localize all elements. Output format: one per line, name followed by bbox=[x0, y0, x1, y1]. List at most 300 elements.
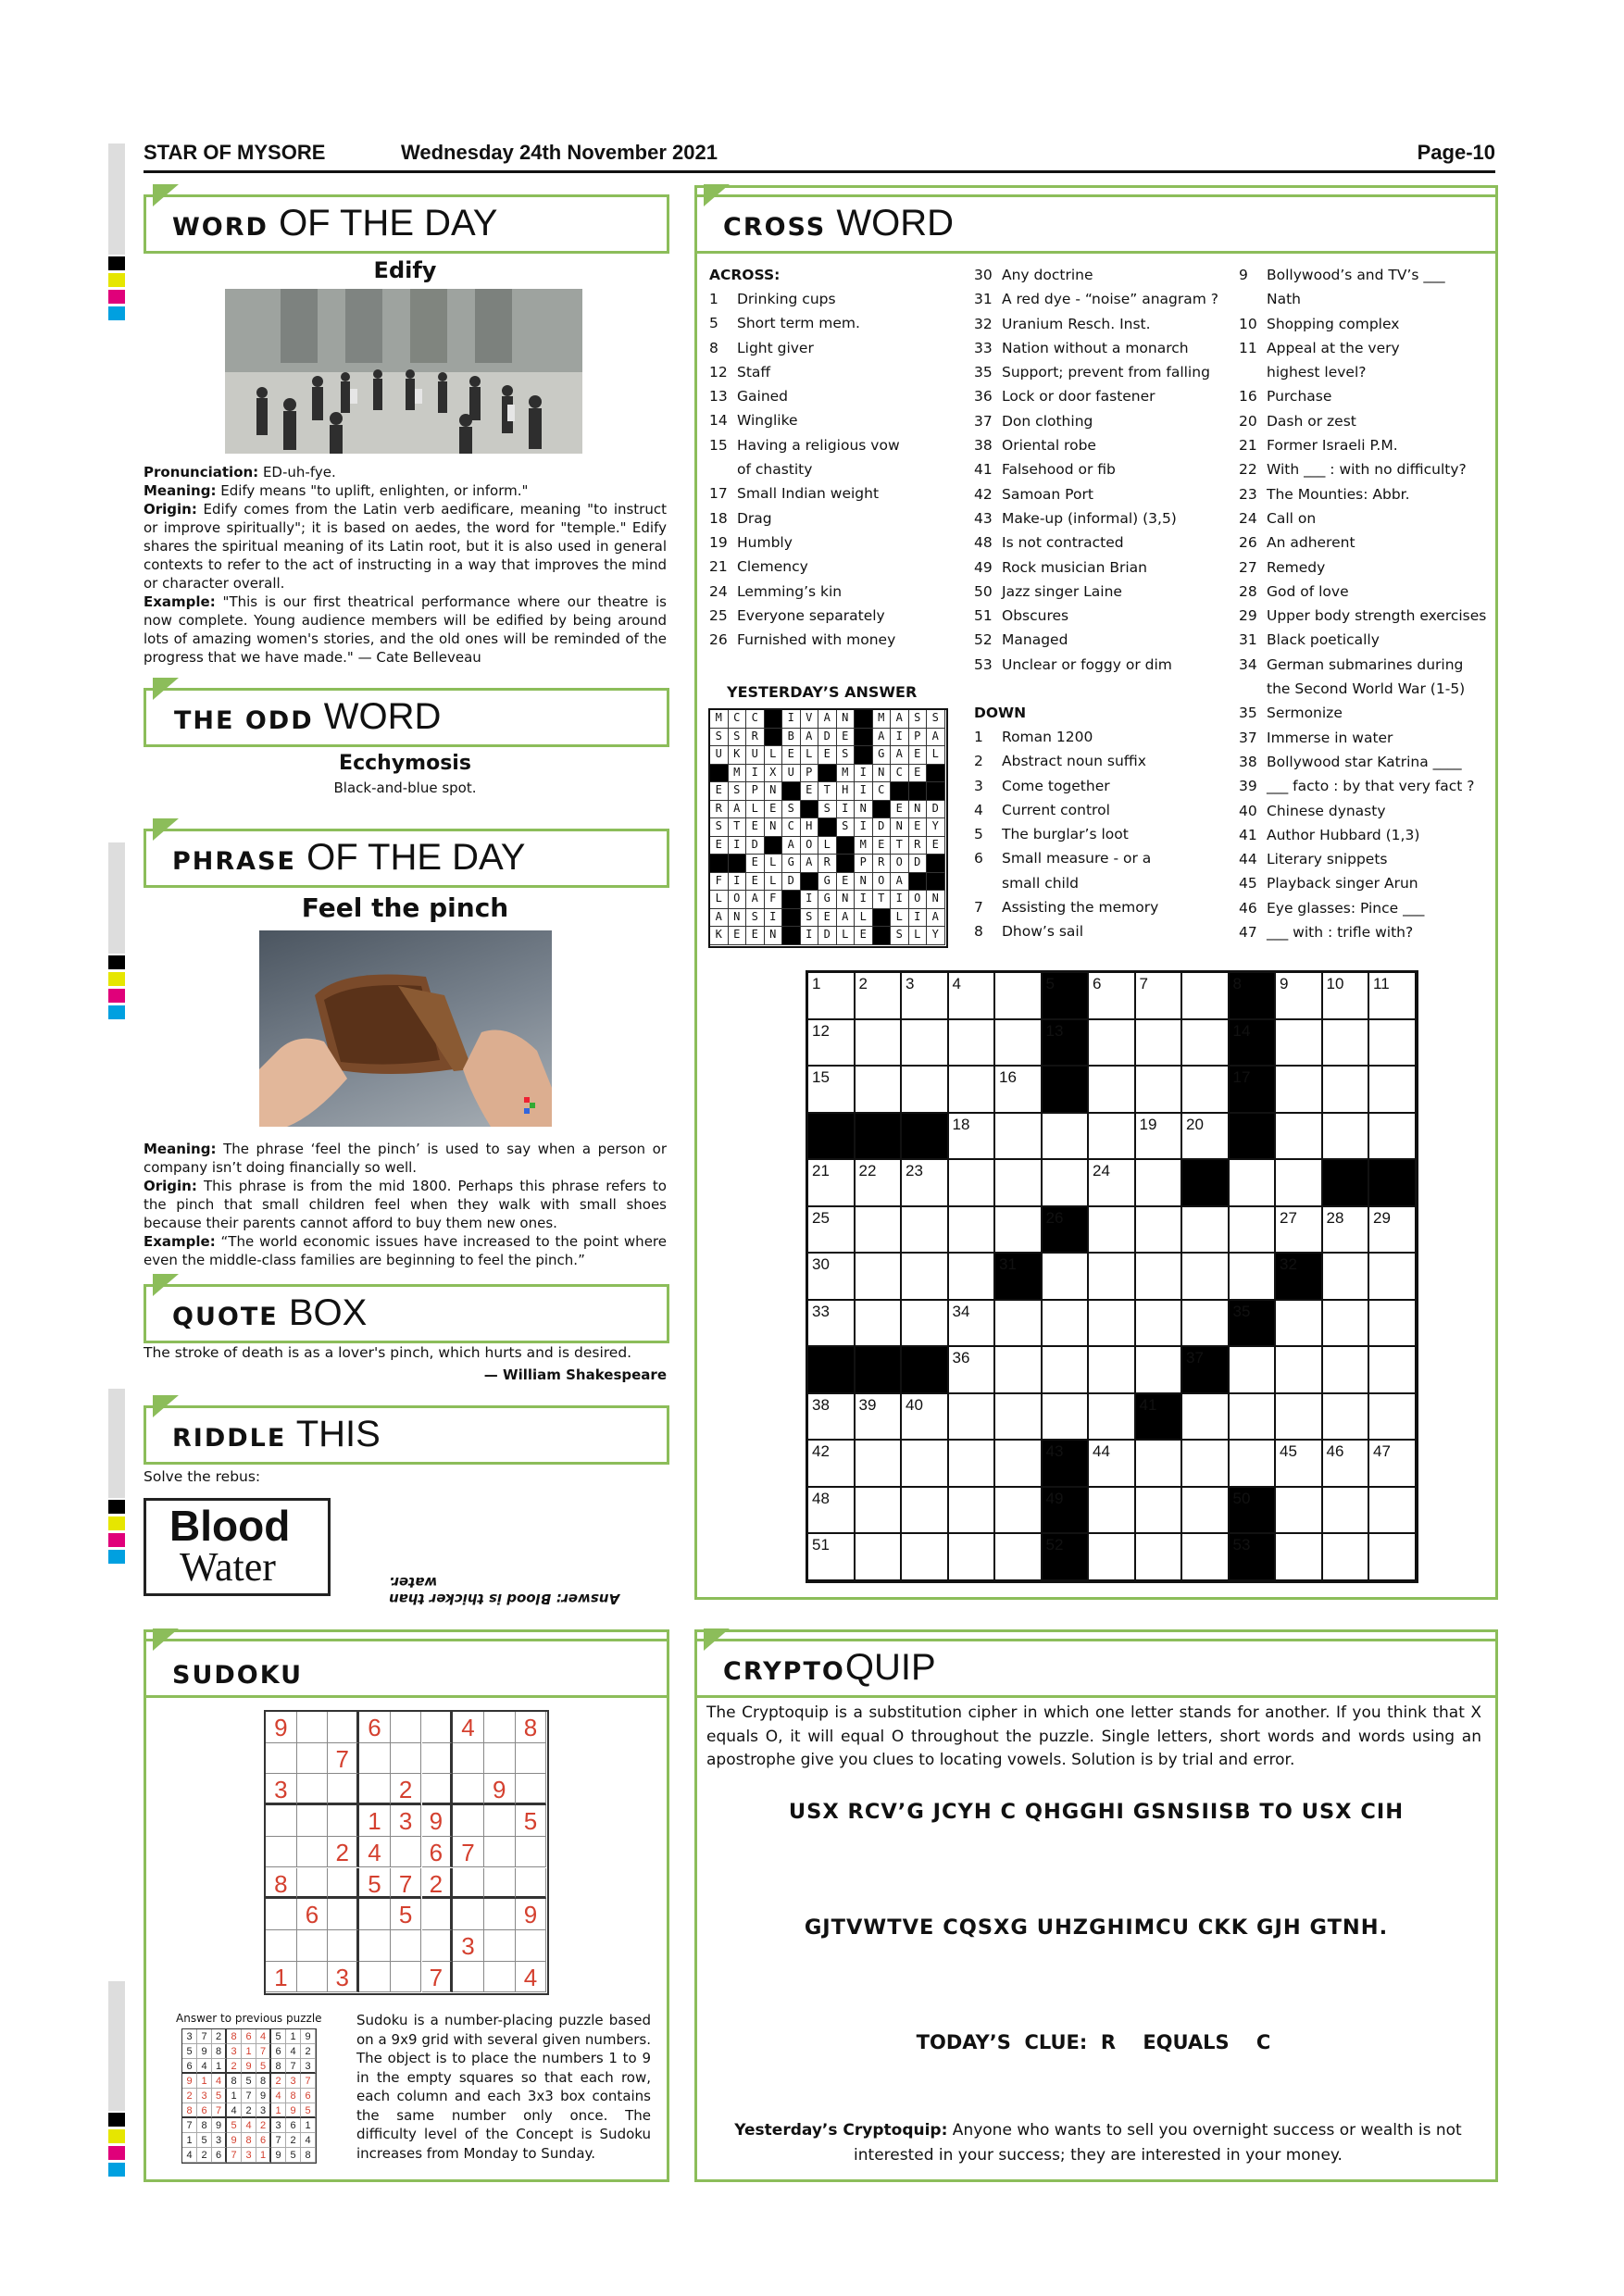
crossword-cell[interactable] bbox=[1136, 1534, 1183, 1581]
crossword-cell[interactable] bbox=[1089, 1254, 1136, 1301]
crossword-cell[interactable] bbox=[995, 1301, 1043, 1348]
sudoku-cell[interactable] bbox=[297, 1774, 329, 1805]
sudoku-cell[interactable] bbox=[328, 1930, 359, 1962]
cell-number: 29 bbox=[1373, 1208, 1391, 1227]
answer-cell: 4 bbox=[271, 2089, 286, 2103]
crossword-cell[interactable] bbox=[1089, 1301, 1136, 1348]
sudoku-cell[interactable]: 2 bbox=[328, 1837, 359, 1868]
answer-letter: S bbox=[891, 927, 909, 945]
crossword-cell[interactable] bbox=[1323, 973, 1370, 1020]
sudoku-cell[interactable] bbox=[422, 1899, 454, 1930]
answer-block bbox=[909, 873, 928, 892]
answer-cell: 1 bbox=[242, 2044, 256, 2059]
crossword-cell[interactable] bbox=[902, 1394, 949, 1441]
crossword-cell[interactable] bbox=[1276, 1347, 1323, 1394]
sudoku-cell[interactable] bbox=[516, 1930, 547, 1962]
sudoku-cell[interactable] bbox=[484, 1899, 516, 1930]
crossword-cell[interactable] bbox=[1136, 973, 1183, 1020]
sudoku-cell[interactable] bbox=[297, 1962, 329, 1993]
sudoku-cell[interactable]: 5 bbox=[391, 1899, 422, 1930]
crossword-cell[interactable] bbox=[1182, 1488, 1230, 1535]
crossword-cell[interactable] bbox=[1043, 1394, 1090, 1441]
sudoku-cell[interactable]: 5 bbox=[516, 1805, 547, 1837]
sudoku-cell[interactable] bbox=[328, 1899, 359, 1930]
crossword-cell[interactable] bbox=[1230, 1254, 1277, 1301]
crossword-cell[interactable] bbox=[995, 1347, 1043, 1394]
crossword-cell[interactable] bbox=[1089, 1067, 1136, 1114]
sudoku-cell[interactable] bbox=[453, 1743, 484, 1775]
crossword-cell[interactable] bbox=[1182, 1534, 1230, 1581]
crossword-cell[interactable] bbox=[1323, 1207, 1370, 1254]
crossword-cell[interactable] bbox=[1043, 1254, 1090, 1301]
crossword-cell[interactable] bbox=[949, 1020, 996, 1067]
clue-row bbox=[974, 409, 1224, 433]
crossword-cell[interactable] bbox=[1136, 1488, 1183, 1535]
answer-letter: D bbox=[746, 837, 765, 855]
cell-number: 51 bbox=[812, 1536, 830, 1554]
crossword-cell[interactable] bbox=[949, 1207, 996, 1254]
crossword-cell[interactable] bbox=[1369, 1347, 1417, 1394]
crossword-cell[interactable] bbox=[1323, 1488, 1370, 1535]
answer-letter: E bbox=[855, 927, 873, 945]
crossword-cell[interactable] bbox=[1089, 1020, 1136, 1067]
clue-text: Any doctrine bbox=[1002, 267, 1093, 283]
sudoku-cell[interactable] bbox=[391, 1837, 422, 1868]
sudoku-cell[interactable]: 3 bbox=[328, 1962, 359, 1993]
cell-number: 35 bbox=[1232, 1302, 1251, 1320]
crossword-cell[interactable] bbox=[949, 973, 996, 1020]
crossword-cell[interactable] bbox=[1369, 1301, 1417, 1348]
section-title: PHRASE OF THE DAY bbox=[172, 837, 526, 878]
crossword-cell[interactable] bbox=[1136, 1441, 1183, 1488]
crossword-cell[interactable] bbox=[995, 1534, 1043, 1581]
sudoku-cell[interactable] bbox=[516, 1743, 547, 1775]
answer-block bbox=[801, 801, 819, 819]
crossword-cell[interactable] bbox=[1182, 1207, 1230, 1254]
crossword-cell[interactable] bbox=[1182, 1441, 1230, 1488]
crossword-cell[interactable] bbox=[856, 1488, 903, 1535]
crossword-cell[interactable] bbox=[1369, 1441, 1417, 1488]
crossword-cell[interactable] bbox=[902, 1441, 949, 1488]
sudoku-cell[interactable] bbox=[484, 1805, 516, 1837]
sudoku-cell[interactable]: 8 bbox=[516, 1712, 547, 1743]
sudoku-cell[interactable]: 9 bbox=[422, 1805, 454, 1837]
answer-letter: E bbox=[837, 729, 856, 747]
crossword-cell[interactable] bbox=[1276, 1207, 1323, 1254]
crossword-cell[interactable] bbox=[1182, 1020, 1230, 1067]
crossword-cell[interactable] bbox=[1323, 1347, 1370, 1394]
clue-text: Assisting the memory bbox=[1002, 899, 1159, 917]
crossword-cell[interactable] bbox=[1230, 1347, 1277, 1394]
crossword-cell[interactable] bbox=[1276, 1020, 1323, 1067]
answer-letter: I bbox=[891, 891, 909, 909]
clue-text: Bollywood star Katrina ____ bbox=[1267, 753, 1462, 770]
sudoku-cell[interactable]: 1 bbox=[266, 1962, 297, 1993]
sudoku-cell[interactable] bbox=[297, 1868, 329, 1900]
sudoku-cell[interactable] bbox=[359, 1899, 391, 1930]
sudoku-cell[interactable] bbox=[328, 1774, 359, 1805]
cell-number: 24 bbox=[1093, 1162, 1110, 1179]
crossword-cell[interactable] bbox=[1323, 1067, 1370, 1114]
clue-row bbox=[1239, 457, 1493, 481]
sudoku-cell[interactable] bbox=[266, 1899, 297, 1930]
clue-number: 16 bbox=[1239, 388, 1257, 406]
crossword-cell[interactable] bbox=[808, 1160, 856, 1207]
crossword-cell[interactable] bbox=[995, 1394, 1043, 1441]
crossword-cell[interactable] bbox=[902, 1534, 949, 1581]
crossword-cell[interactable] bbox=[856, 1441, 903, 1488]
clue-number: 48 bbox=[974, 534, 993, 552]
crossword-cell[interactable] bbox=[1323, 1534, 1370, 1581]
crossword-cell[interactable] bbox=[949, 1394, 996, 1441]
answer-cell: 4 bbox=[227, 2103, 242, 2118]
crossword-block bbox=[1369, 1160, 1417, 1207]
sudoku-cell[interactable] bbox=[391, 1962, 422, 1993]
crossword-cell[interactable] bbox=[949, 1534, 996, 1581]
cell-number: 47 bbox=[1373, 1442, 1391, 1460]
answer-letter: R bbox=[873, 855, 892, 873]
crossword-cell[interactable] bbox=[1089, 973, 1136, 1020]
crossword-cell[interactable] bbox=[995, 1207, 1043, 1254]
crossword-cell[interactable] bbox=[1369, 1394, 1417, 1441]
answer-letter: A bbox=[837, 909, 856, 928]
crossword-cell[interactable] bbox=[902, 973, 949, 1020]
crossword-cell[interactable] bbox=[1369, 1254, 1417, 1301]
clue-row bbox=[1239, 774, 1493, 798]
crossword-cell[interactable] bbox=[1182, 1254, 1230, 1301]
crossword-cell[interactable] bbox=[902, 1207, 949, 1254]
sudoku-cell[interactable]: 3 bbox=[391, 1805, 422, 1837]
sudoku-cell[interactable]: 8 bbox=[266, 1868, 297, 1900]
crossword-cell[interactable] bbox=[1276, 1441, 1323, 1488]
clue-row bbox=[974, 457, 1224, 481]
crossword-cell[interactable] bbox=[1230, 1441, 1277, 1488]
crossword-cell[interactable] bbox=[1089, 1114, 1136, 1161]
answer-cell: 3 bbox=[256, 2103, 271, 2118]
crossword-cell[interactable] bbox=[856, 1160, 903, 1207]
crossword-cell[interactable] bbox=[856, 1534, 903, 1581]
clue-number: 9 bbox=[1239, 267, 1248, 283]
clue-row bbox=[709, 481, 959, 505]
sudoku-cell[interactable] bbox=[422, 1712, 454, 1743]
crossword-cell[interactable] bbox=[1369, 1114, 1417, 1161]
sudoku-cell[interactable]: 9 bbox=[266, 1712, 297, 1743]
crossword-cell[interactable] bbox=[808, 1254, 856, 1301]
sudoku-cell[interactable]: 9 bbox=[516, 1899, 547, 1930]
sudoku-cell[interactable]: 2 bbox=[391, 1774, 422, 1805]
clue-number: 45 bbox=[1239, 875, 1257, 892]
crossword-cell[interactable] bbox=[1136, 1301, 1183, 1348]
crossword-cell[interactable] bbox=[1323, 1441, 1370, 1488]
crossword-cell[interactable] bbox=[1369, 1067, 1417, 1114]
sudoku-cell[interactable] bbox=[453, 1868, 484, 1900]
sudoku-cell[interactable]: 9 bbox=[484, 1774, 516, 1805]
crossword-cell[interactable] bbox=[1369, 973, 1417, 1020]
sudoku-cell[interactable] bbox=[453, 1805, 484, 1837]
sudoku-cell[interactable] bbox=[297, 1805, 329, 1837]
sudoku-cell[interactable] bbox=[359, 1930, 391, 1962]
crossword-cell[interactable] bbox=[995, 1114, 1043, 1161]
clue-text: Gained bbox=[737, 388, 789, 406]
crossword-cell[interactable] bbox=[1182, 973, 1230, 1020]
crossword-cell[interactable] bbox=[856, 1394, 903, 1441]
crossword-cell[interactable] bbox=[902, 1160, 949, 1207]
crossword-cell[interactable] bbox=[1276, 1114, 1323, 1161]
crossword-cell[interactable] bbox=[1182, 1394, 1230, 1441]
crossword-cell[interactable] bbox=[1323, 1020, 1370, 1067]
crossword-cell[interactable] bbox=[902, 1301, 949, 1348]
sudoku-cell[interactable] bbox=[391, 1712, 422, 1743]
sudoku-cell[interactable] bbox=[266, 1930, 297, 1962]
crossword-cell[interactable] bbox=[995, 1020, 1043, 1067]
crossword-cell[interactable] bbox=[949, 1347, 996, 1394]
sudoku-previous-answer-grid bbox=[181, 2028, 317, 2164]
crossword-cell[interactable] bbox=[1182, 1301, 1230, 1348]
crossword-cell[interactable] bbox=[856, 1254, 903, 1301]
crossword-cell[interactable] bbox=[949, 1254, 996, 1301]
sudoku-cell[interactable]: 6 bbox=[422, 1837, 454, 1868]
sudoku-cell[interactable] bbox=[328, 1868, 359, 1900]
crossword-cell[interactable] bbox=[1136, 1207, 1183, 1254]
sudoku-cell[interactable]: 7 bbox=[453, 1837, 484, 1868]
sudoku-cell[interactable]: 7 bbox=[328, 1743, 359, 1775]
sudoku-cell[interactable]: 5 bbox=[359, 1868, 391, 1900]
clue-row bbox=[1239, 677, 1493, 701]
crossword-cell[interactable] bbox=[1136, 1254, 1183, 1301]
crossword-cell[interactable] bbox=[1230, 1160, 1277, 1207]
sudoku-cell[interactable] bbox=[328, 1712, 359, 1743]
answer-cell: 1 bbox=[286, 2029, 301, 2044]
answer-cell: 6 bbox=[182, 2059, 197, 2074]
sudoku-cell[interactable] bbox=[516, 1837, 547, 1868]
answer-cell: 4 bbox=[212, 2074, 227, 2089]
sudoku-cell[interactable] bbox=[422, 1774, 454, 1805]
crossword-cell[interactable] bbox=[808, 1488, 856, 1535]
answer-cell: 2 bbox=[301, 2044, 316, 2059]
crossword-cell[interactable] bbox=[1323, 1254, 1370, 1301]
crossword-cell[interactable] bbox=[1369, 1020, 1417, 1067]
clue-text: Remedy bbox=[1267, 558, 1326, 576]
clue-row bbox=[974, 846, 1224, 870]
crossword-cell[interactable] bbox=[1089, 1160, 1136, 1207]
crossword-cell[interactable] bbox=[856, 1301, 903, 1348]
crossword-cell[interactable] bbox=[995, 1488, 1043, 1535]
crossword-cell[interactable] bbox=[1369, 1207, 1417, 1254]
answer-letter: A bbox=[818, 710, 837, 729]
sudoku-cell[interactable] bbox=[453, 1899, 484, 1930]
sudoku-cell[interactable] bbox=[484, 1962, 516, 1993]
sudoku-cell[interactable] bbox=[453, 1962, 484, 1993]
sudoku-cell[interactable]: 7 bbox=[391, 1868, 422, 1900]
crossword-cell[interactable] bbox=[856, 1207, 903, 1254]
cell-number: 4 bbox=[952, 975, 961, 992]
crossword-cell[interactable] bbox=[1089, 1394, 1136, 1441]
crossword-cell[interactable] bbox=[949, 1441, 996, 1488]
crossword-cell[interactable] bbox=[1136, 1347, 1183, 1394]
sudoku-cell[interactable] bbox=[516, 1774, 547, 1805]
crossword-cell[interactable] bbox=[856, 1067, 903, 1114]
sudoku-cell[interactable] bbox=[484, 1868, 516, 1900]
crossword-cell[interactable] bbox=[949, 1488, 996, 1535]
crossword-cell[interactable] bbox=[949, 1301, 996, 1348]
clue-row bbox=[974, 580, 1224, 604]
clue-number: 15 bbox=[709, 436, 728, 454]
sudoku-cell[interactable]: 3 bbox=[453, 1930, 484, 1962]
crossword-cell[interactable] bbox=[1276, 1067, 1323, 1114]
sudoku-cell[interactable] bbox=[484, 1930, 516, 1962]
sudoku-cell[interactable]: 3 bbox=[266, 1774, 297, 1805]
cryptoquip-intro: The Cryptoquip is a substitution cipher in which one letter stands for another. If you think that X equals O, it will equal O throughout the puzzle. Single letters, short words and words using an apostrophe give you clues to locating vowels. Solution is by trial and error. bbox=[706, 1703, 1481, 1769]
crossword-cell[interactable] bbox=[1276, 1160, 1323, 1207]
answer-cell: 2 bbox=[271, 2074, 286, 2089]
sudoku-cell[interactable] bbox=[422, 1743, 454, 1775]
crossword-cell[interactable] bbox=[808, 1394, 856, 1441]
crossword-cell[interactable] bbox=[1369, 1534, 1417, 1581]
clue-row bbox=[974, 287, 1224, 311]
answer-cell: 6 bbox=[212, 2148, 227, 2163]
sudoku-cell[interactable] bbox=[516, 1868, 547, 1900]
clue-text: Uranium Resch. Inst. bbox=[1002, 315, 1151, 332]
crossword-cell[interactable] bbox=[949, 1114, 996, 1161]
crossword-cell[interactable] bbox=[1369, 1488, 1417, 1535]
crossword-cell[interactable] bbox=[1043, 1114, 1090, 1161]
paper-name: STAR OF MYSORE bbox=[144, 141, 326, 164]
crossword-cell[interactable] bbox=[1182, 1067, 1230, 1114]
crossword-grid[interactable] bbox=[806, 970, 1418, 1583]
sudoku-cell[interactable] bbox=[391, 1743, 422, 1775]
crossword-cell[interactable] bbox=[1089, 1347, 1136, 1394]
sudoku-grid[interactable] bbox=[264, 1710, 549, 1995]
crossword-cell[interactable] bbox=[1276, 1534, 1323, 1581]
crossword-cell[interactable] bbox=[902, 1020, 949, 1067]
answer-letter: U bbox=[746, 746, 765, 765]
answer-letter: A bbox=[729, 801, 747, 819]
sudoku-cell[interactable] bbox=[266, 1743, 297, 1775]
crossword-cell[interactable] bbox=[902, 1488, 949, 1535]
crossword-cell[interactable] bbox=[1230, 1394, 1277, 1441]
answer-letter: T bbox=[729, 818, 747, 837]
clue-row bbox=[974, 822, 1224, 846]
answer-letter: D bbox=[909, 855, 928, 873]
sudoku-cell[interactable] bbox=[328, 1805, 359, 1837]
crossword-cell[interactable] bbox=[1323, 1301, 1370, 1348]
sudoku-cell[interactable]: 6 bbox=[359, 1712, 391, 1743]
crossword-cell[interactable] bbox=[808, 1534, 856, 1581]
crossword-cell[interactable] bbox=[1276, 1394, 1323, 1441]
crossword-cell[interactable] bbox=[1136, 1160, 1183, 1207]
sudoku-cell[interactable]: 4 bbox=[359, 1837, 391, 1868]
sudoku-cell[interactable] bbox=[484, 1743, 516, 1775]
crossword-cell[interactable] bbox=[1089, 1207, 1136, 1254]
crossword-cell[interactable] bbox=[1136, 1114, 1183, 1161]
sudoku-cell[interactable] bbox=[484, 1837, 516, 1868]
clue-row bbox=[1239, 530, 1493, 555]
clue-row bbox=[974, 555, 1224, 580]
crossword-cell[interactable] bbox=[1043, 1301, 1090, 1348]
cryptoquip-line-1: USX RCV’G JCYH C QHGGHI GSNSIISB TO USX CIH bbox=[788, 1800, 1405, 1824]
clue-row bbox=[974, 871, 1224, 895]
crossword-cell[interactable] bbox=[1136, 1067, 1183, 1114]
clue-text: Eye glasses: Pince ___ bbox=[1267, 899, 1425, 917]
answer-letter: C bbox=[873, 782, 892, 801]
crossword-cell[interactable] bbox=[1276, 973, 1323, 1020]
crossword-cell[interactable] bbox=[1089, 1441, 1136, 1488]
sudoku-cell[interactable]: 1 bbox=[359, 1805, 391, 1837]
crossword-cell[interactable] bbox=[808, 1301, 856, 1348]
crossword-cell[interactable] bbox=[808, 1067, 856, 1114]
sudoku-cell[interactable] bbox=[359, 1774, 391, 1805]
crossword-block bbox=[1230, 1488, 1277, 1535]
sudoku-cell[interactable] bbox=[391, 1930, 422, 1962]
crossword-cell[interactable] bbox=[808, 1207, 856, 1254]
sudoku-cell[interactable] bbox=[266, 1805, 297, 1837]
crossword-cell[interactable] bbox=[808, 1020, 856, 1067]
sudoku-cell[interactable] bbox=[297, 1712, 329, 1743]
clue-number: 51 bbox=[974, 607, 993, 625]
clue-text: Humbly bbox=[737, 533, 793, 551]
answer-letter: R bbox=[818, 855, 837, 873]
crossword-cell[interactable] bbox=[995, 973, 1043, 1020]
clue-row bbox=[1239, 336, 1493, 360]
sudoku-cell[interactable] bbox=[297, 1743, 329, 1775]
crossword-cell[interactable] bbox=[1182, 1114, 1230, 1161]
crossword-cell[interactable] bbox=[1323, 1394, 1370, 1441]
sudoku-cell[interactable] bbox=[453, 1774, 484, 1805]
sudoku-cell[interactable]: 4 bbox=[453, 1712, 484, 1743]
crossword-cell[interactable] bbox=[1043, 1160, 1090, 1207]
answer-letter: A bbox=[801, 855, 819, 873]
crossword-cell[interactable] bbox=[808, 973, 856, 1020]
crossword-cell[interactable] bbox=[1136, 1020, 1183, 1067]
sudoku-cell[interactable]: 4 bbox=[516, 1962, 547, 1993]
crossword-cell[interactable] bbox=[1323, 1114, 1370, 1161]
crossword-cell[interactable] bbox=[1276, 1301, 1323, 1348]
sudoku-cell[interactable] bbox=[484, 1712, 516, 1743]
crossword-cell[interactable] bbox=[902, 1067, 949, 1114]
crossword-cell[interactable] bbox=[1230, 1207, 1277, 1254]
cell-number: 36 bbox=[952, 1349, 970, 1366]
crossword-cell[interactable] bbox=[1276, 1488, 1323, 1535]
clue-row bbox=[974, 433, 1224, 457]
sudoku-cell[interactable]: 2 bbox=[422, 1868, 454, 1900]
crossword-cell[interactable] bbox=[902, 1254, 949, 1301]
sudoku-cell[interactable]: 7 bbox=[422, 1962, 454, 1993]
crossword-cell[interactable] bbox=[949, 1160, 996, 1207]
crossword-cell[interactable] bbox=[856, 1020, 903, 1067]
clue-row bbox=[709, 384, 959, 408]
sudoku-cell[interactable] bbox=[359, 1962, 391, 1993]
sudoku-cell[interactable] bbox=[359, 1743, 391, 1775]
crossword-cell[interactable] bbox=[808, 1441, 856, 1488]
crossword-cell[interactable] bbox=[1089, 1488, 1136, 1535]
clue-number: 31 bbox=[974, 291, 993, 308]
crossword-cell[interactable] bbox=[1043, 1347, 1090, 1394]
clue-number: 50 bbox=[974, 582, 993, 600]
clue-text: Make-up (informal) (3,5) bbox=[1002, 509, 1177, 527]
crossword-cell[interactable] bbox=[856, 973, 903, 1020]
sudoku-cell[interactable] bbox=[422, 1930, 454, 1962]
sudoku-cell[interactable] bbox=[297, 1930, 329, 1962]
crossword-cell[interactable] bbox=[949, 1067, 996, 1114]
crossword-cell[interactable] bbox=[995, 1160, 1043, 1207]
sudoku-cell[interactable]: 6 bbox=[297, 1899, 329, 1930]
sudoku-cell[interactable] bbox=[297, 1837, 329, 1868]
sudoku-cell[interactable] bbox=[266, 1837, 297, 1868]
crossword-cell[interactable] bbox=[1089, 1534, 1136, 1581]
crossword-cell[interactable] bbox=[995, 1067, 1043, 1114]
crossword-cell[interactable] bbox=[995, 1441, 1043, 1488]
clue-number: 20 bbox=[1239, 412, 1257, 430]
